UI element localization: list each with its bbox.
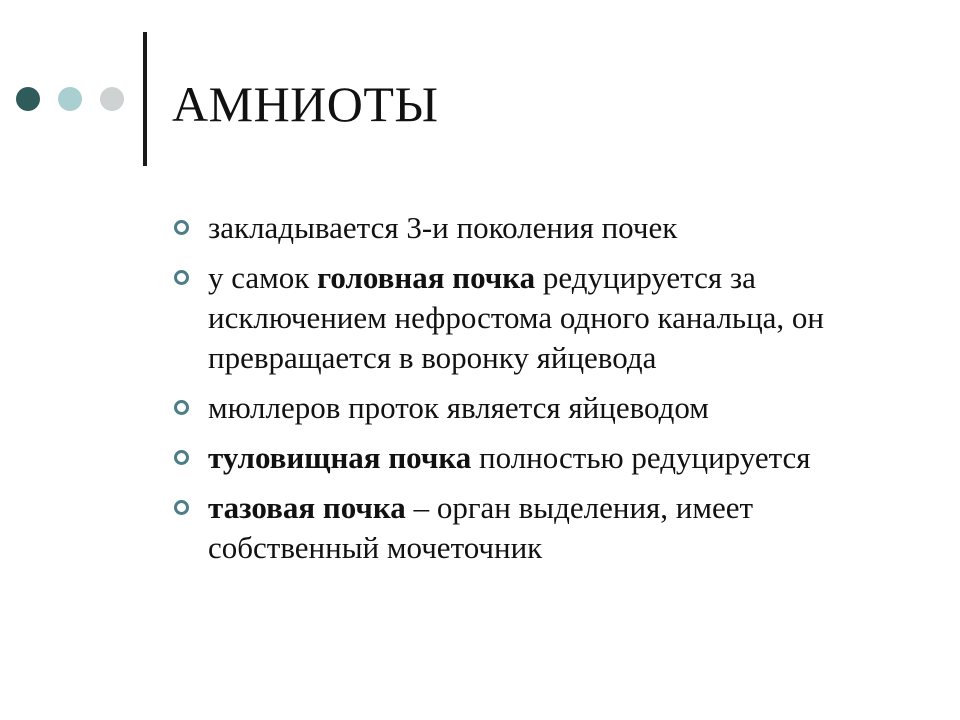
dark-dot-icon (16, 87, 40, 111)
bullet-bold-term: туловищная почка (208, 440, 472, 475)
bullet-item (172, 388, 912, 428)
circle-outline-icon (174, 500, 189, 515)
gray-dot-icon (100, 87, 124, 111)
decorative-dots (16, 87, 124, 111)
bullet-text-suffix: полностью редуцируется (471, 440, 811, 475)
bullet-text-suffix: – орган выделения, имеет собственный мочеточник (208, 490, 754, 565)
light-teal-dot-icon (58, 87, 82, 111)
circle-outline-icon (174, 220, 189, 235)
bullet-bold-term: тазовая почка (208, 490, 406, 525)
circle-outline-icon (174, 270, 189, 285)
bullet-text-suffix: редуцируется за исключением нефростома одного канальца, он превращается в воронку яйцевода (208, 260, 825, 375)
circle-outline-icon (174, 450, 189, 465)
title-divider (143, 32, 147, 166)
bullet-text-prefix: у самок (208, 260, 318, 295)
bullet-item (172, 258, 912, 378)
bullet-item (172, 208, 912, 248)
bullet-text: мюллеров проток является яйцеводом (208, 390, 709, 425)
bullet-text: закладывается 3-и поколения почек (208, 210, 678, 245)
bullet-item (172, 438, 912, 478)
bullet-bold-term: головная почка (317, 260, 536, 295)
circle-outline-icon (174, 400, 189, 415)
bullet-list (172, 208, 912, 568)
slide-title: АМНИОТЫ (172, 76, 439, 132)
bullet-item (172, 488, 912, 568)
